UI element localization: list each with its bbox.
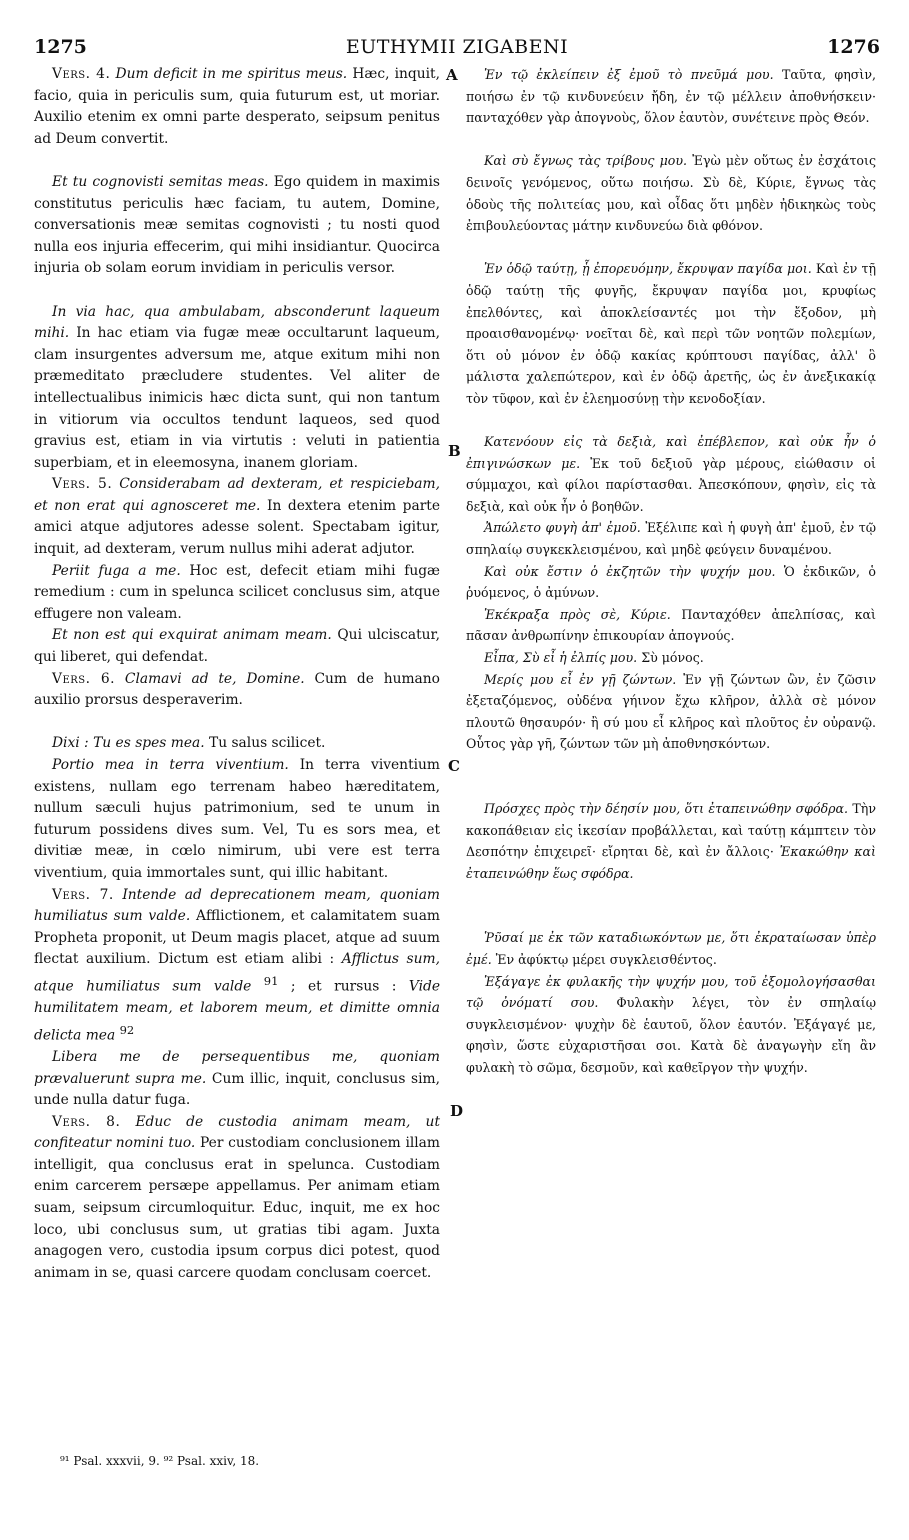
lemma: Πρόσχες πρὸς τὴν δέησίν μου, ὅτι ἐταπεινώθην σφόδρα. — [484, 801, 849, 816]
commentary-text: Hoc est, defecit etiam mihi fugæ remedium : cum in spelunca scilicet conclusus sim, atque effugere non valeam. — [34, 562, 441, 622]
latin-paragraph — [34, 172, 440, 280]
lemma: Μερίς μου εἶ ἐν γῇ ζώντων. — [484, 671, 677, 687]
latin-paragraph — [34, 669, 440, 712]
lemma: Educ de custodia animam meam, ut confiteatur nomini tuo. — [34, 1113, 440, 1152]
latin-paragraph — [34, 1047, 440, 1112]
commentary-text: Τὴν κακοπάθειαν εἰς ἱκεσίαν προβάλλεται, καὶ ταύτῃ κάμπτειν τὸν Δεσπότην ἐπιχειρεῖ· εἴρηται δὲ, καὶ ἐν ἄλλοις· — [466, 801, 876, 860]
verse-number: Vers. 6. — [52, 670, 116, 687]
latin-paragraph — [34, 625, 440, 668]
commentary-text: Ego quidem in maximis constitutus periculis hæc faciam, tu autem, Domine, conversationis meæ semitas cognovisti ; tu nosti quod nulla eos injuria effecerim, qui mihi insidiantur. Quocirca injuria ob solam eorum invidiam in periculis versor. — [34, 173, 441, 277]
greek-paragraph — [466, 431, 876, 517]
footnote-text: ⁹¹ Psal. xxxvii, 9. ⁹² Psal. xxiv, 18. — [60, 1454, 260, 1468]
commentary-text: Ἐν ἀφύκτῳ μέρει συγκλεισθέντος. — [495, 951, 717, 967]
lemma: Dixi : Tu es spes mea. — [52, 735, 205, 752]
greek-paragraph — [466, 798, 876, 884]
page-number-left: 1275 — [34, 36, 87, 58]
footnotes — [60, 1452, 259, 1470]
commentary-text: Cum illic, inquit, conclusus sim, unde nulla datur fuga. — [34, 1070, 440, 1109]
latin-paragraph — [34, 755, 440, 885]
lemma: Καὶ σὺ ἔγνως τὰς τρίβους μου. — [484, 153, 688, 169]
latin-paragraph — [34, 733, 440, 755]
greek-paragraph — [466, 258, 876, 409]
lemma: Ἐν τῷ ἐκλείπειν ἐξ ἐμοῦ τὸ πνεῦμά μου. — [484, 67, 774, 82]
lemma: Intende ad deprecationem meam, quoniam humiliatus sum valde. — [34, 886, 440, 925]
latin-paragraph — [34, 561, 440, 626]
lemma: Ῥῦσαί με ἐκ τῶν καταδιωκόντων με, ὅτι ἐκραταίωσαν ὑπὲρ ἐμέ. — [466, 930, 876, 967]
latin-column — [34, 64, 440, 1284]
commentary-text: Ἐν γῇ ζώντων ὢν, ἐν ζῶσιν ἐξεταζόμενος, οὐδένα γήινον ἔχω κλῆρον, ἀλλὰ σὲ μόνον πλουτῶ θησαυρόν· ἢ σύ μου εἶ κλῆρος καὶ πλοῦτος ἐν οὐρανῷ. Οὗτος γὰρ γῆ, ζώντων τῶν μὴ ἀποθνησκόντων. — [466, 671, 876, 752]
commentary-text: Qui ulciscatur, qui liberet, qui defendat. — [34, 627, 440, 666]
greek-paragraph — [466, 150, 876, 236]
commentary-text: Per custodiam conclusionem illam intelligit, qua conclusus erat in spelunca. Custodiam enim carcerem persæpe appellamus. Per animam etiam suam, seipsum circumloquitur. Educ, inquit, me ex hoc loco, ubi conclusus sum, ut gratias tibi agam. Juxta anagogen vero, custodia ipsum corpus dici potest, quod animam in se, quasi carcere quodam conclusam coercet. — [34, 1135, 440, 1281]
latin-paragraph — [34, 1112, 440, 1285]
scripture-quote: Ἐκακώθην καὶ ἐταπεινώθην ἕως σφόδρα. — [466, 844, 876, 881]
greek-paragraph — [466, 561, 876, 604]
scripture-quote: Afflictus sum, atque humiliatus sum valde — [34, 951, 440, 995]
commentary-text: In dextera etenim parte amici atque adjutores adesse solent. Spectabam igitur, inquit, ad dexteram, verum nullus mihi aderat adjutor. — [34, 497, 440, 558]
lemma: Clamavi ad te, Domine. — [124, 670, 305, 687]
greek-paragraph — [466, 604, 876, 647]
commentary-text: Hæc, inquit, facio, quia in periculis sum, quia futurum est, ut moriar. Auxilio etenim ex omni parte desperato, seipsum penitus ad Deum convertit. — [34, 66, 440, 147]
latin-paragraph — [34, 64, 440, 150]
lemma: Libera me de persequentibus me, quoniam prævaluerunt supra me. — [34, 1048, 440, 1087]
lemma: Considerabam ad dexteram, et respiciebam, et non erat qui agnosceret me. — [34, 476, 440, 514]
lemma: Ἐν ὁδῷ ταύτῃ, ᾗ ἐπορευόμην, ἔκρυψαν παγίδα μοι. — [484, 261, 812, 277]
verse-number: Vers. 7. — [52, 886, 114, 903]
commentary-text: Tu salus scilicet. — [209, 735, 326, 752]
commentary-text: Afflictionem, et calamitatem suam Propheta proponit, ut Deum magis placet, atque ad suum flectat auxilium. Dictum est etiam alibi : — [34, 908, 440, 968]
commentary-text: Πανταχόθεν ἀπελπίσας, καὶ πᾶσαν ἀνθρωπίνην ἐπικουρίαν ἀπογνούς. — [466, 606, 876, 644]
scripture-quote: Vide humilitatem meam, et laborem meum, et dimitte omnia delicta mea — [34, 978, 441, 1044]
lemma: Periit fuga a me. — [52, 562, 181, 579]
commentary-text: Ταῦτα, φησὶν, ποιήσω ἐν τῷ κινδυνεύειν ἤδη, ἐν τῷ μέλλειν ἀποθνήσκειν· πανταχόθεν γὰρ ἀπογνοὺς, ὅλον ἑαυτὸν, συνέτεινε πρὸς Θεόν. — [466, 67, 876, 126]
page-number-right: 1276 — [827, 36, 880, 58]
commentary-text: ; et rursus : — [290, 978, 397, 995]
lemma: Κατενόουν εἰς τὰ δεξιὰ, καὶ ἐπέβλεπον, καὶ οὐκ ἦν ὁ ἐπιγινώσκων με. — [466, 434, 876, 471]
lemma: Ἐξάγαγε ἐκ φυλακῆς τὴν ψυχήν μου, τοῦ ἐξομολογήσασθαι τῷ ὀνόματί σου. — [466, 973, 876, 1011]
greek-paragraph — [466, 669, 876, 755]
footnote-ref: 91 — [263, 973, 279, 988]
commentary-text: Φυλακὴν λέγει, τὸν ἐν σπηλαίῳ συγκλεισμένον· ψυχὴν δὲ ἑαυτοῦ, ὅλον ἑαυτόν. Ἐξάγαγέ με, φησὶν, ὥστε εὐχαριστῆσαι σοι. Κατὰ δὲ ἀναγωγὴν εἴη ἂν φυλακὴ τὸ σῶμα, δεσμοῦν, καὶ καθεῖργον τὴν ψυχήν. — [466, 995, 876, 1075]
commentary-text: Ἐκ τοῦ δεξιοῦ γὰρ μέρους, εἰώθασιν οἱ σύμμαχοι, καὶ φίλοι παρίστασθαι. Ἀπεσκόπουν, φησὶν, εἰς τὰ δεξιὰ, καὶ οὐκ ἦν ὁ βοηθῶν. — [466, 455, 876, 514]
lemma: Portio mea in terra viventium. — [52, 757, 289, 773]
greek-paragraph — [466, 64, 876, 129]
latin-paragraph — [34, 302, 440, 475]
verse-number: Vers. 5. — [52, 476, 113, 493]
commentary-text: Ἐξέλιπε καὶ ἡ φυγὴ ἀπ' ἐμοῦ, ἐν τῷ σπηλαίῳ συγκεκλεισμένου, καὶ μηδὲ φεύγειν δυναμένου. — [466, 520, 876, 558]
lemma: Dum deficit in me spiritus meus. — [115, 66, 348, 82]
lemma: Ἀπώλετο φυγὴ ἀπ' ἐμοῦ. — [484, 520, 641, 536]
footnote-ref: 92 — [119, 1022, 135, 1037]
lemma: In via hac, qua ambulabam, absconderunt laqueum mihi. — [34, 303, 440, 342]
section-marker-a: A — [446, 66, 458, 84]
commentary-text: Ὁ ἐκδικῶν, ὁ ῥυόμενος, ὁ ἀμύνων. — [466, 563, 876, 601]
commentary-text: In hac etiam via fugæ meæ occultarunt laqueum, clam insurgentes adversum me, atque exitum mihi non præmeditato præcludere studentes. Vel aliter de intellectualibus inimicis hæc dicta sunt, qui non tantum in vitiorum via occultos tendunt laqueos, sed quod gravius est, etiam in via virtutis : veluti in patientia superbiam, et in eleemosyna, inanem gloriam. — [34, 325, 440, 471]
greek-paragraph — [466, 647, 876, 669]
lemma: Εἶπα, Σὺ εἶ ἡ ἐλπίς μου. — [484, 650, 638, 666]
lemma: Ἐκέκραξα πρὸς σὲ, Κύριε. — [484, 606, 671, 622]
commentary-text: Cum de humano auxilio prorsus desperaverim. — [34, 670, 440, 709]
latin-paragraph — [34, 474, 440, 560]
lemma: Καὶ οὐκ ἔστιν ὁ ἐκζητῶν τὴν ψυχήν μου. — [484, 563, 776, 579]
greek-column — [466, 64, 876, 1079]
section-marker-d: D — [450, 1102, 464, 1120]
greek-paragraph — [466, 517, 876, 560]
commentary-text: Σὺ μόνος. — [641, 650, 704, 666]
commentary-text: Ἐγὼ μὲν οὕτως ἐν ἐσχάτοις δεινοῖς γενόμενος, οὕτω ποιήσω. Σὺ δὲ, Κύριε, ἔγνως τὰς ὁδοὺς τῆς πολιτείας μου, καὶ οἶδας ὅτι μηδὲν ἠδικηκὼς τοὺς ἐπιβουλεύοντας μάτην κινδυνεύω διὰ φθόνον. — [466, 153, 876, 234]
verse-number: Vers. 4. — [52, 66, 111, 82]
greek-paragraph — [466, 971, 876, 1079]
latin-paragraph — [34, 885, 440, 1047]
page-header — [34, 36, 880, 60]
section-marker-c: C — [448, 757, 460, 775]
running-title: EUTHYMII ZIGABENI — [345, 36, 569, 58]
commentary-text: In terra viventium existens, nullam ego terrenam habeo hæreditatem, nullum sæculi hujus patrimonium, sed te unum in futurum possidens dives sum. Vel, Tu es sors mea, et divitiæ meæ, in cœlo nimirum, ubi vere est terra viventium, quia immortales sunt, qui illic habitant. — [34, 757, 440, 881]
greek-paragraph — [466, 927, 876, 970]
lemma: Et non est qui exquirat animam meam. — [52, 627, 332, 644]
lemma: Et tu cognovisti semitas meas. — [52, 173, 269, 190]
verse-number: Vers. 8. — [52, 1113, 121, 1130]
section-marker-b: B — [448, 442, 461, 460]
commentary-text: Καὶ ἐν τῇ ὁδῷ ταύτῃ τῆς φυγῆς, ἔκρυψαν παγίδα μοι, κρυφίως ἐπελθόντες, καὶ ἀποκλείσαντές μοι τὴν ἔξοδον, μὴ προαισθανομένῳ· νοεῖται δὲ, καὶ περὶ τῶν νοητῶν πολεμίων, ὅτι οὐ μόνον ἐν ὁδῷ κακίας κρύπτουσι παγίδας, ἀλλ' ὃ μάλιστα χαλεπώτερον, καὶ ἐν ὁδῷ ἀρετῆς, ὡς ἐν ἀνεξικακίᾳ τὸν τῦφον, καὶ ἐν ἐλεημοσύνῃ τὴν κενοδοξίαν. — [466, 261, 876, 406]
